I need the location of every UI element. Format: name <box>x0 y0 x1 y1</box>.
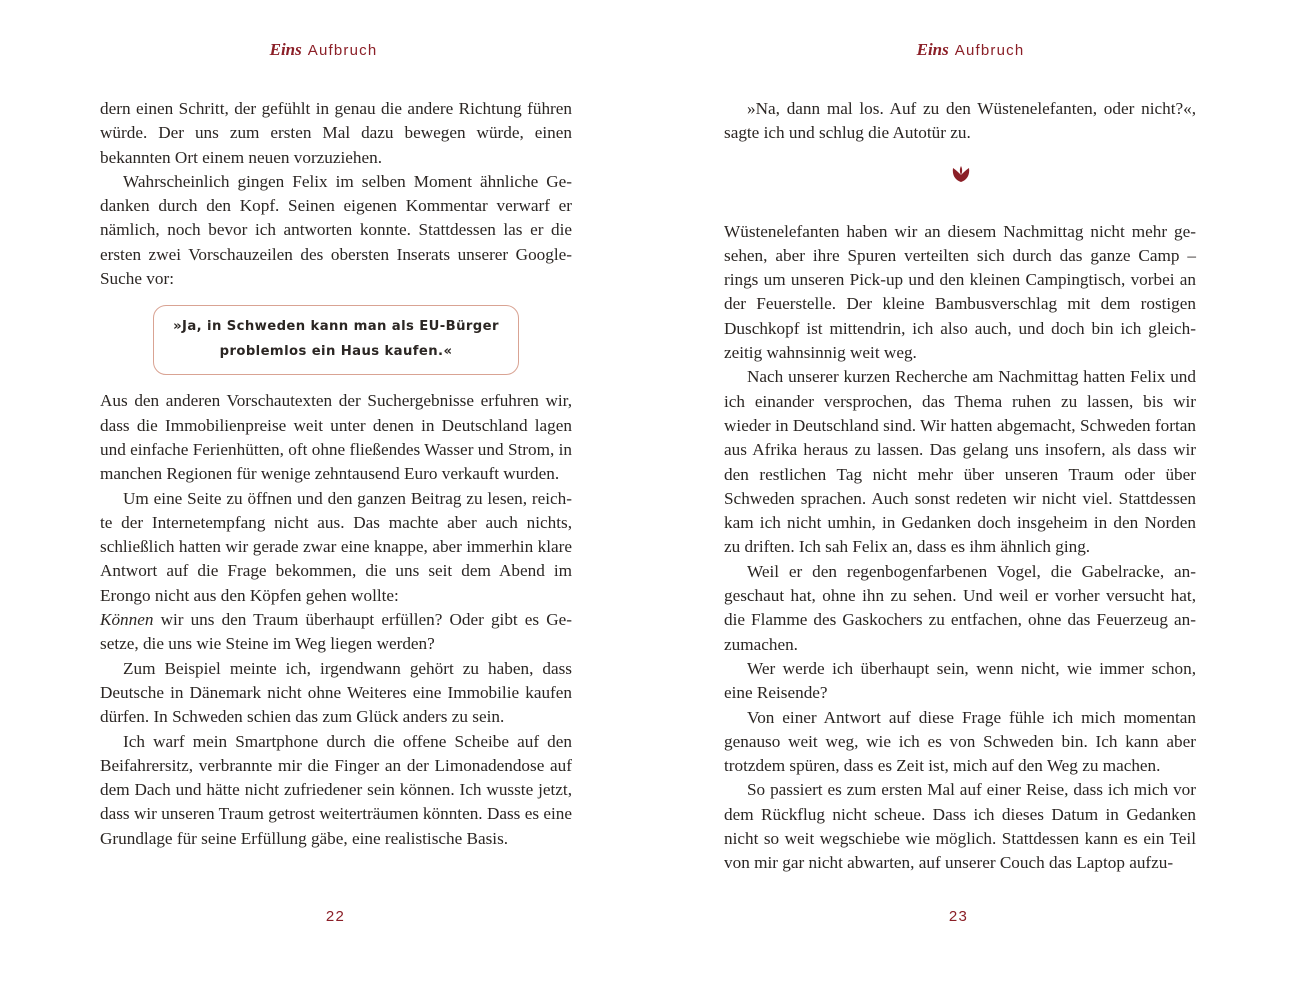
running-head-right <box>647 40 1294 60</box>
left-page <box>0 0 647 1000</box>
paragraph: So passiert es zum ersten Mal auf einer Reise, dass ich mich vor dem Rückflug nicht scheue. Dass ich dieses Datum in Gedanken nicht so weit wegschiebe wie möglich. Stattdessen kann es ein Teil von mir gar nicht abwarten, auf unserer Couch das Laptop aufzu- <box>724 780 1196 873</box>
chapter-number-word: Eins <box>269 40 302 59</box>
chapter-title: Aufbruch <box>307 42 378 59</box>
paragraph: Zum Beispiel meinte ich, irgendwann gehört zu haben, dass Deutsche in Dänemark nicht ohne Weiteres eine Immobilie kaufen dürfen. In Schweden schien das zum Glück anders zu sein. <box>100 658 572 727</box>
paragraph: Aus den anderen Vorschautexten der Suchergebnisse erfuhren wir, dass die Immobilienpreise weit unter denen in Deutschland lagen und einfache Ferienhütten, oft ohne fließendes Wasser und Strom, in manchen Regionen für wenige zehntausend Euro verkauft wurden. <box>100 391 572 484</box>
quote-line: »Ja, in Schweden kann man als EU-Bürger <box>173 319 499 335</box>
paragraph: Wahrscheinlich gingen Felix im selben Moment ähnliche Gedanken durch den Kopf. Seinen eigenen Kommentar verwarf er nämlich, noch bevor ich antworten konnte. Stattdessen las er die ersten zwei Vorschauzeilen des obersten Inserats unserer Google-Suche vor: <box>100 171 572 289</box>
paragraph: Um eine Seite zu öffnen und den ganzen Beitrag zu lesen, reichte der Internetempfang nicht aus. Das machte aber auch nichts, schließlich hatten wir gerade zwar eine knappe, aber immerhin klare Antwort auf die Frage bekommen, die uns seit dem Abend im Erongo nicht aus den Köpfen gehen wollte: <box>100 488 572 605</box>
paragraph-question <box>100 608 572 657</box>
section-break <box>724 158 1196 206</box>
flower-ornament-icon <box>951 164 971 184</box>
emphasis: Können <box>100 610 154 630</box>
page-number: 22 <box>325 908 346 925</box>
quote-line: problemlos ein Haus kaufen.« <box>219 343 453 359</box>
paragraph: Ich warf mein Smartphone durch die offene Scheibe auf den Beifahrersitz, verbrannte mir die Finger an der Limonadendose auf dem Dach und hätte nicht zufriedener sein können. Ich wusste jetzt, dass wir unseren Traum getrost weiterträumen könnten. Dass es eine Grundlage für seine Erfüllung gäbe, eine realistische Basis. <box>100 731 572 848</box>
chapter-number-word: Eins <box>916 40 949 59</box>
page-number: 23 <box>948 908 969 925</box>
paragraph: Nach unserer kurzen Recherche am Nachmittag hatten Felix und ich einander versprochen, das Thema ruhen zu lassen, bis wir wieder in Deutschland sind. Wir hatten abgemacht, Schweden fortan aus Afrika heraus zu lassen. Das gelang uns insofern, als dass wir den restlichen Tag nicht mehr über unseren Traum oder über Schweden sprachen. Auch sonst redeten wir nicht viel. Stattdessen kam ich nicht umhin, in Gedanken doch insgeheim in den Norden zu driften. Ich sah Felix an, dass es ihm ähnlich ging. <box>724 367 1196 557</box>
right-page-body <box>724 97 1196 876</box>
paragraph-text: wir uns den Traum überhaupt erfüllen? Oder gibt es Gesetze, die uns wie Steine im Weg liegen werden? <box>100 610 572 654</box>
running-head-left <box>0 40 647 60</box>
paragraph: Weil er den regenbogenfarbenen Vogel, die Gabelracke, angeschaut hat, ohne ihn zu sehen. Und weil er vorher versucht hat, die Flamme des Gaskochers zu entfachen, ohne das Feuerzeug anzumachen. <box>724 561 1196 654</box>
paragraph: dern einen Schritt, der gefühlt in genau die andere Richtung führen würde. Der uns zum ersten Mal dazu bewegen würde, einen bekannten Ort einem neuen vorzuziehen. <box>100 99 572 167</box>
left-page-body <box>100 97 572 851</box>
search-result-quote-box <box>153 305 519 375</box>
right-page <box>647 0 1294 1000</box>
paragraph: »Na, dann mal los. Auf zu den Wüstenelefanten, oder nicht?«, sagte ich und schlug die Autotür zu. <box>724 99 1196 143</box>
paragraph: Von einer Antwort auf diese Frage fühle ich mich momentan genauso weit weg, wie ich es von Schweden bin. Ich kann aber trotzdem spüren, dass es Zeit ist, mich auf den Weg zu machen. <box>724 707 1196 776</box>
paragraph: Wüstenelefanten haben wir an diesem Nachmittag nicht mehr gesehen, aber ihre Spuren verteilten sich durch das ganze Camp – rings um unseren Pick-up und den kleinen Campingtisch, vorbei an der Feuerstelle. Der kleine Bambusverschlag mit dem rostigen Duschkopf ist mittendrin, ich also auch, und doch bin ich gleichzeitig wahnsinnig weit weg. <box>724 221 1196 363</box>
chapter-title: Aufbruch <box>954 42 1025 59</box>
paragraph: Wer werde ich überhaupt sein, wenn nicht, wie immer schon, eine Reisende? <box>724 658 1196 703</box>
